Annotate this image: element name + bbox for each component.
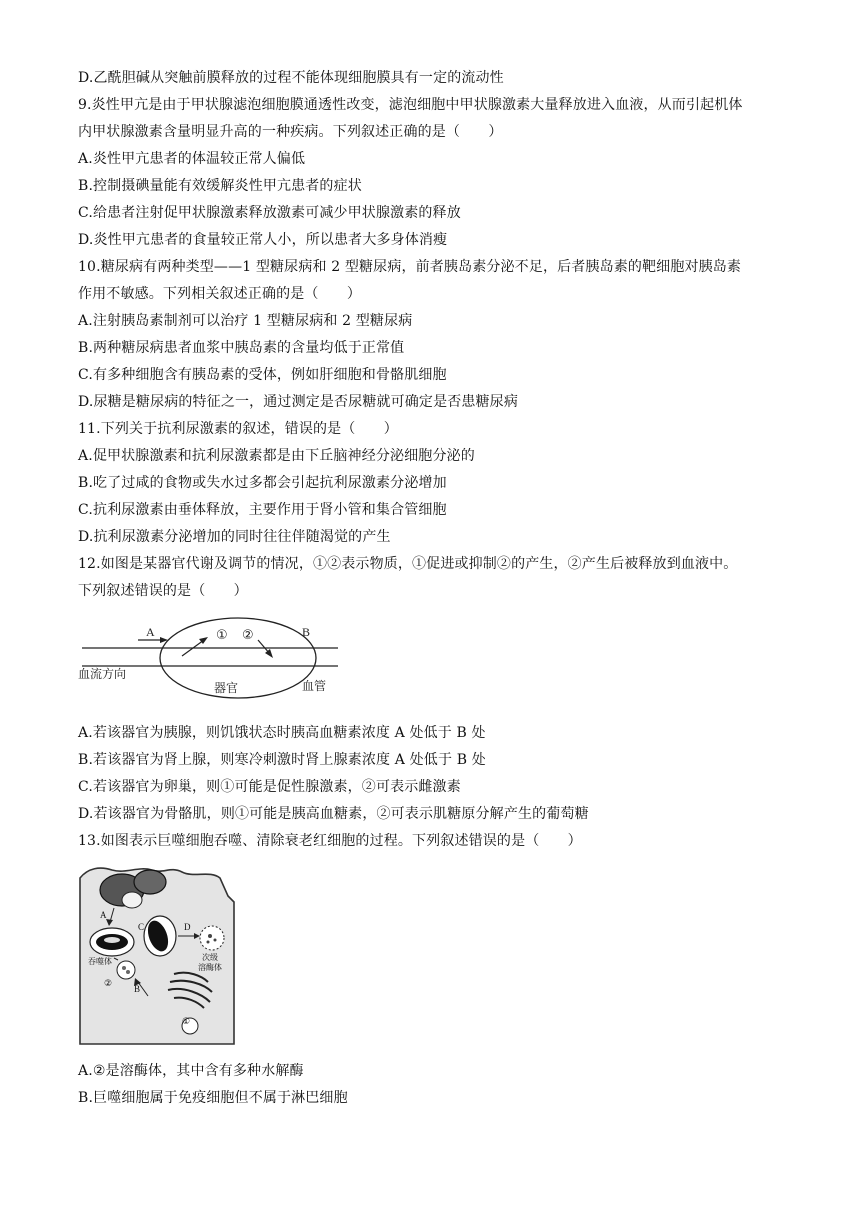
q10-option-c: C.有多种细胞含有胰岛素的受体，例如肝细胞和骨骼肌细胞 (78, 367, 447, 383)
vessel-label: 血管 (302, 679, 327, 693)
macrophage-figure (78, 866, 238, 1046)
phagosome-highlight (104, 937, 120, 943)
q9-option-b: B.控制摄碘量能有效缓解炎性甲亢患者的症状 (78, 178, 362, 194)
label-2: ② (104, 979, 113, 989)
q11-stem: 11.下列关于抗利尿激素的叙述，错误的是（ ） (78, 421, 398, 437)
label-d: D (184, 922, 191, 932)
label-secondary-1: 次级 (202, 953, 218, 962)
engulfing-membrane (122, 892, 142, 908)
substance1-label: ① (216, 628, 228, 643)
organ-blood-vessel-figure (76, 606, 356, 706)
q13-stem: 13.如图表示巨噬细胞吞噬、清除衰老红细胞的过程。下列叙述错误的是（ ） (78, 833, 582, 849)
q11-option-b: B.吃了过咸的食物或失水过多都会引起抗利尿激素分泌增加 (78, 475, 447, 491)
q10-stem-line1: 10.糖尿病有两种类型——1 型糖尿病和 2 型糖尿病，前者胰岛素分泌不足，后者胰岛素的靶细胞对胰岛素 (78, 259, 742, 275)
organ-label: 器官 (214, 681, 239, 695)
q12-stem-line1: 12.如图是某器官代谢及调节的情况，①②表示物质，①促进或抑制②的产生，②产生后被释放到血液中。 (78, 556, 738, 572)
label-1: ① (182, 1017, 191, 1027)
q9-option-d: D.炎性甲亢患者的食量较正常人小，所以患者大多身体消瘦 (78, 232, 448, 248)
q12-option-c: C.若该器官为卵巢，则①可能是促性腺激素，②可表示雌激素 (78, 779, 461, 795)
label-secondary-2: 溶酶体 (198, 963, 222, 972)
q12-option-b: B.若该器官为肾上腺，则寒冷刺激时肾上腺素浓度 A 处低于 B 处 (78, 752, 486, 768)
q9-option-a: A.炎性甲亢患者的体温较正常人偏低 (78, 151, 306, 167)
q9-stem-line1: 9.炎性甲亢是由于甲状腺滤泡细胞膜通透性改变，滤泡细胞中甲状腺激素大量释放进入血液，从而引起机体 (78, 97, 743, 113)
q9-option-c: C.给患者注射促甲状腺激素释放激素可减少甲状腺激素的释放 (78, 205, 461, 221)
point-b-label: B (302, 625, 311, 639)
q11-option-d: D.抗利尿激素分泌增加的同时往往伴随渴觉的产生 (78, 529, 391, 545)
q12-stem-line2: 下列叙述错误的是（ ） (78, 583, 248, 599)
q11-option-c: C.抗利尿激素由垂体释放，主要作用于肾小管和集合管细胞 (78, 502, 447, 518)
q13-option-b: B.巨噬细胞属于免疫细胞但不属于淋巴细胞 (78, 1090, 348, 1106)
q10-option-a: A.注射胰岛素制剂可以治疗 1 型糖尿病和 2 型糖尿病 (78, 313, 413, 329)
q8-option-d: D.乙酰胆碱从突触前膜释放的过程不能体现细胞膜具有一定的流动性 (78, 70, 504, 86)
label-a: A (100, 910, 107, 920)
q9-stem-line2: 内甲状腺激素含量明显升高的一种疾病。下列叙述正确的是（ ） (78, 124, 503, 140)
q12-option-a: A.若该器官为胰腺，则饥饿状态时胰高血糖素浓度 A 处低于 B 处 (78, 725, 486, 741)
label-c: C (138, 922, 145, 932)
label-b: B (134, 984, 141, 994)
q10-option-d: D.尿糖是糖尿病的特征之一，通过测定是否尿糖就可确定是否患糖尿病 (78, 394, 518, 410)
point-a-label: A (146, 625, 155, 639)
blood-flow-label: 血流方向 (78, 667, 127, 681)
q13-option-a: A.②是溶酶体，其中含有多种水解酶 (78, 1063, 304, 1079)
q11-option-a: A.促甲状腺激素和抗利尿激素都是由下丘脑神经分泌细胞分泌的 (78, 448, 475, 464)
aged-red-cell-right (134, 870, 166, 894)
q10-option-b: B.两种糖尿病患者血浆中胰岛素的含量均低于正常值 (78, 340, 405, 356)
secondary-lysosome (200, 926, 224, 950)
label-phagosome: 吞噬体 (88, 957, 112, 966)
substance2-label: ② (242, 628, 254, 643)
primary-lysosome (117, 961, 135, 979)
q12-option-d: D.若该器官为骨骼肌，则①可能是胰高血糖素，②可表示肌糖原分解产生的葡萄糖 (78, 806, 589, 822)
q10-stem-line2: 作用不敏感。下列相关叙述正确的是（ ） (78, 286, 361, 302)
